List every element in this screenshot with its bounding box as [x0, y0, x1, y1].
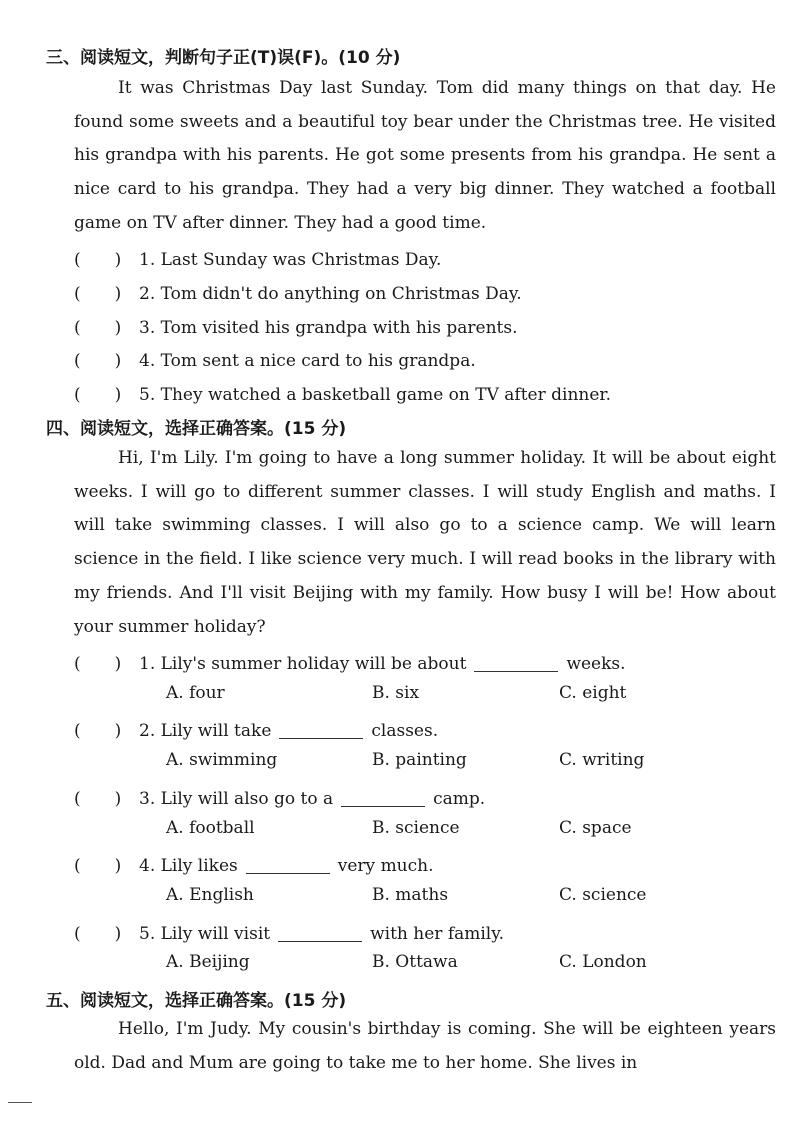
option-b: B. six — [372, 683, 420, 703]
option-b: B. painting — [372, 750, 467, 770]
section4-question-1 — [74, 649, 626, 674]
section3-statement-4 — [74, 346, 476, 371]
answer-paren[interactable]: ( ) — [74, 856, 122, 876]
question-text: 4. Lily likes — [139, 856, 238, 876]
statement-text: 5. They watched a basketball game on TV after dinner. — [139, 385, 612, 405]
option-b: B. maths — [372, 885, 449, 905]
question-text-end: camp. — [433, 789, 486, 809]
section3-statement-5 — [74, 380, 611, 405]
section3-statement-1 — [74, 245, 441, 270]
answer-paren[interactable]: ( ) — [74, 351, 122, 371]
section3-statement-2 — [74, 279, 522, 304]
answer-paren[interactable]: ( ) — [74, 721, 122, 741]
section5-heading: 五、阅读短文，选择正确答案。(15 分) — [46, 991, 347, 1011]
question-text-end: classes. — [371, 721, 439, 741]
option-c: C. London — [559, 952, 647, 972]
section4-question-5 — [74, 919, 504, 944]
question-text: 2. Lily will take — [139, 721, 272, 741]
answer-paren[interactable]: ( ) — [74, 318, 122, 338]
option-c: C. eight — [559, 683, 627, 703]
option-a: A. swimming — [166, 750, 278, 770]
answer-paren[interactable]: ( ) — [74, 654, 122, 674]
answer-blank[interactable] — [278, 940, 362, 942]
section5-passage: Hello, I'm Judy. My cousin's birthday is coming. She will be eighteen years old. Dad and Mum are going to take me to her home. She lives in — [74, 1019, 776, 1073]
question-text: 1. Lily's summer holiday will be about — [139, 654, 467, 674]
answer-paren[interactable]: ( ) — [74, 284, 122, 304]
answer-blank[interactable] — [246, 872, 330, 874]
option-c: C. space — [559, 818, 632, 838]
option-c: C. science — [559, 885, 647, 905]
section4-passage: Hi, I'm Lily. I'm going to have a long summer holiday. It will be about eight weeks. I will go to different summer classes. I will study English and maths. I will take swimming classes. I will also go to a science camp. We will learn science in the field. I like science very much. I will read books in the library with my friends. And I'll visit Beijing with my family. How busy I will be! How about your summer holiday? — [74, 448, 776, 637]
section3-passage: It was Christmas Day last Sunday. Tom did many things on that day. He found some sweets and a beautiful toy bear under the Christmas tree. He visited his grandpa with his parents. He got some presents from his grandpa. He sent a nice card to his grandpa. They had a very big dinner. They watched a football game on TV after dinner. They had a good time. — [74, 78, 776, 233]
section4-question-4 — [74, 851, 434, 876]
answer-blank[interactable] — [341, 805, 425, 807]
statement-text: 3. Tom visited his grandpa with his parents. — [139, 318, 518, 338]
statement-text: 4. Tom sent a nice card to his grandpa. — [139, 351, 476, 371]
section4-question-2 — [74, 716, 438, 741]
section3-statement-3 — [74, 313, 518, 338]
answer-paren[interactable]: ( ) — [74, 924, 122, 944]
question-text: 5. Lily will visit — [139, 924, 271, 944]
option-b: B. science — [372, 818, 460, 838]
section3-heading: 三、阅读短文，判断句子正(T)误(F)。(10 分) — [46, 48, 401, 68]
section4-heading: 四、阅读短文，选择正确答案。(15 分) — [46, 419, 347, 439]
question-text-end: with her family. — [370, 924, 504, 944]
answer-blank[interactable] — [279, 737, 363, 739]
option-a: A. four — [166, 683, 225, 703]
answer-paren[interactable]: ( ) — [74, 385, 122, 405]
statement-text: 2. Tom didn't do anything on Christmas Day. — [139, 284, 522, 304]
question-text: 3. Lily will also go to a — [139, 789, 334, 809]
option-a: A. English — [166, 885, 254, 905]
answer-paren[interactable]: ( ) — [74, 250, 122, 270]
question-text-end: very much. — [337, 856, 434, 876]
answer-paren[interactable]: ( ) — [74, 789, 122, 809]
answer-blank[interactable] — [474, 670, 558, 672]
option-c: C. writing — [559, 750, 645, 770]
page-edge-mark — [8, 1102, 32, 1103]
option-b: B. Ottawa — [372, 952, 458, 972]
statement-text: 1. Last Sunday was Christmas Day. — [139, 250, 442, 270]
option-a: A. Beijing — [166, 952, 250, 972]
section4-question-3 — [74, 784, 485, 809]
question-text-end: weeks. — [566, 654, 626, 674]
option-a: A. football — [166, 818, 255, 838]
